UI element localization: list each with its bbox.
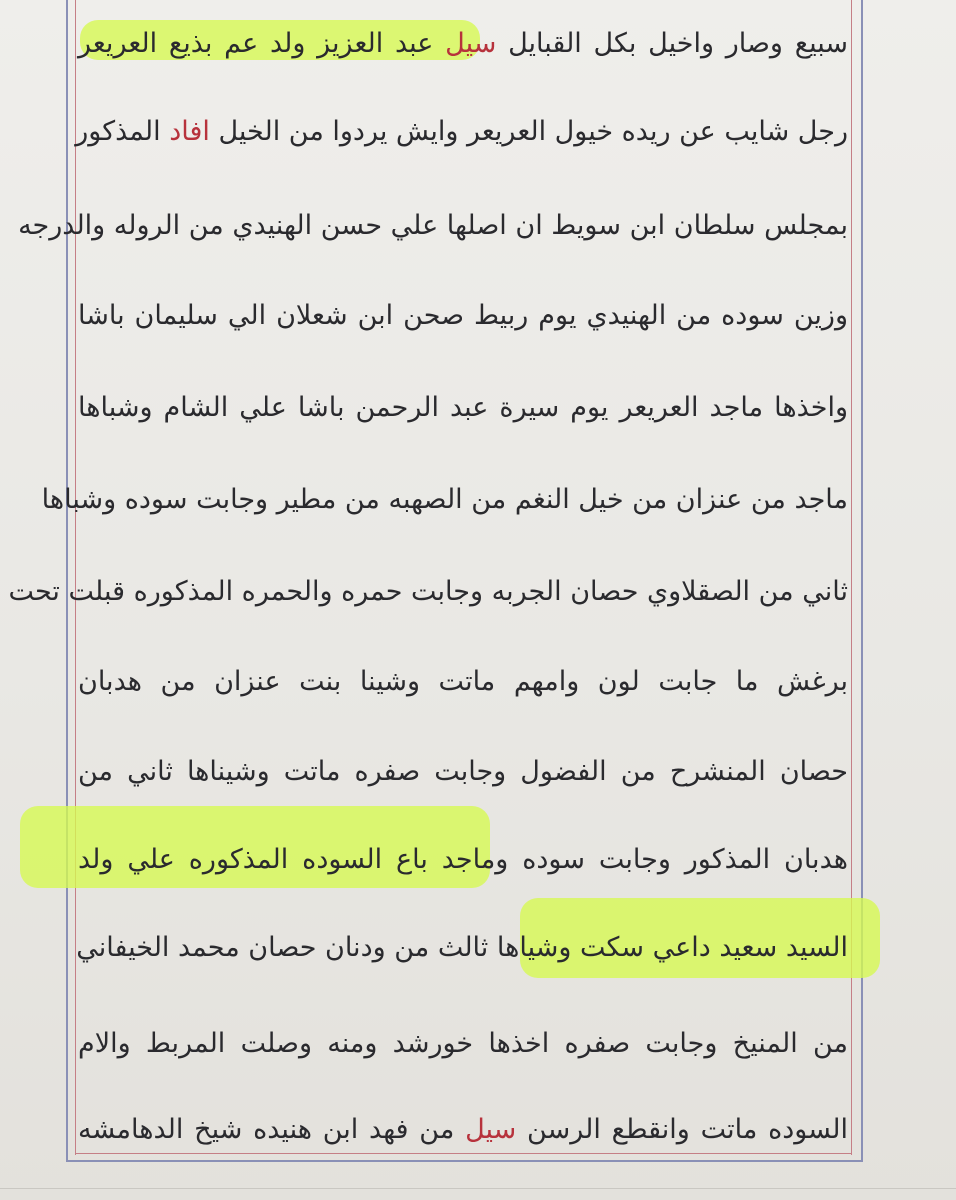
text-line: بمجلس سلطان ابن سويط ان اصلها علي حسن الهنيدي من الروله والدرجه — [18, 210, 848, 241]
border-bottom-outer — [66, 1160, 863, 1162]
text-line: من المنيخ وجابت صفره اخذها خورشد ومنه وصلت المربط والام — [78, 1028, 848, 1059]
manuscript-text — [8, 0, 848, 1150]
text-line: سبيع وصار واخيل بكل القبايل سيل عبد العزيز ولد عم بذيع العريعر — [78, 28, 848, 59]
text-line: السوده ماتت وانقطع الرسن سيل من فهد ابن هنيده شيخ الدهامشه — [78, 1114, 848, 1145]
text-line: برغش ما جابت لون وامهم ماتت وشينا بنت عنزان من هدبان — [78, 666, 848, 697]
text-line: ماجد من عنزان من خيل النغم من الصهبه من مطير وجابت سوده وشباها — [41, 484, 848, 515]
text-line: وزين سوده من الهنيدي يوم ربيط صحن ابن شعلان الي سليمان باشا — [78, 300, 848, 331]
text-line: واخذها ماجد العريعر يوم سيرة عبد الرحمن باشا علي الشام وشباها — [78, 392, 848, 423]
text-line: حصان المنشرح من الفضول وجابت صفره ماتت وشيناها ثاني من — [78, 756, 848, 787]
border-outer-right — [861, 0, 863, 1162]
text-line: ثاني من الصقلاوي حصان الجربه وجابت حمره والحمره المذكوره قبلت تحت — [8, 576, 848, 607]
text-line: رجل شايب عن ريده خيول العريعر وايش يردوا من الخيل افاد المذكور — [75, 116, 848, 147]
page-edge — [0, 1188, 956, 1189]
border-inner-right — [851, 0, 852, 1155]
text-line: السيد سعيد داعي سكت وشياها ثالث من ودنان حصان محمد الخيفاني — [76, 932, 848, 963]
text-line: هدبان المذكور وجابت سوده وماجد باع السوده المذكوره علي ولد — [78, 844, 848, 875]
